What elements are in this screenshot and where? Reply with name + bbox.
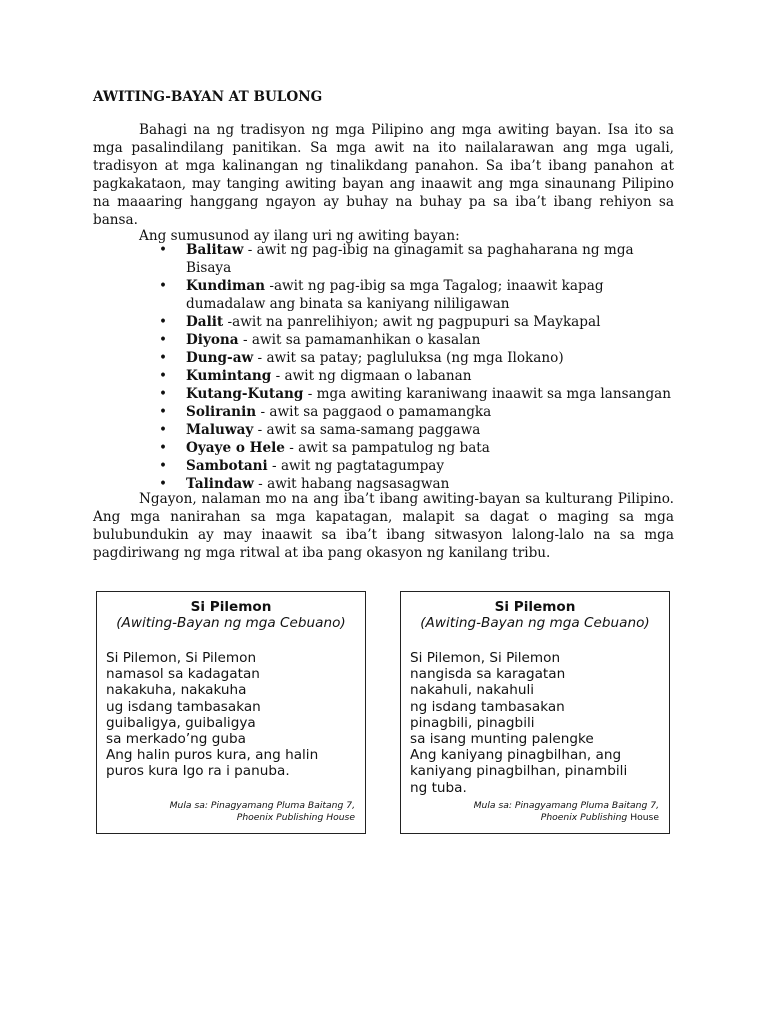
song-type-definition: - awit sa paggaod o pamamangka: [256, 404, 492, 420]
bullet-icon: •: [159, 476, 168, 492]
lyric-line: kaniyang pinagbilhan, pinambili: [410, 763, 628, 780]
bullet-icon: •: [159, 422, 168, 438]
lyric-line: ng isdang tambasakan: [410, 698, 565, 715]
song-lyrics: [106, 650, 364, 780]
song-type-term: Diyona: [186, 332, 239, 348]
list-item: [140, 385, 674, 403]
lyric-line: ng tuba.: [410, 779, 467, 796]
song-type-term: Kumintang: [186, 368, 272, 384]
lyric-line: pinagbili, pinagbili: [410, 714, 535, 731]
list-item: [140, 367, 674, 385]
song-type-term: Dalit: [186, 314, 224, 330]
bullet-icon: •: [159, 440, 168, 456]
source-line: Mula sa: Pinagyamang Pluma Baitang 7,: [473, 800, 659, 811]
list-item: [140, 241, 674, 277]
list-item: [140, 457, 674, 475]
bullet-icon: •: [159, 458, 168, 474]
song-type-definition: - awit ng pag-ibig na ginagamit sa paghaharana ng mga Bisaya: [186, 242, 634, 276]
lyric-line: namasol sa kadagatan: [106, 666, 260, 683]
lyric-line: nakakuha, nakakuha: [106, 682, 247, 699]
lyric-line: ug isdang tambasakan: [106, 698, 261, 715]
lyric-line: Ang kaniyang pinagbilhan, ang: [410, 747, 622, 764]
lyric-line: Ang halin puros kura, ang halin: [106, 747, 319, 764]
song-type-definition: -awit ng pag-ibig sa mga Tagalog; inaawit kapag dumadalaw ang binata sa kaniyang nililigawan: [186, 278, 604, 312]
bullet-icon: •: [159, 332, 168, 348]
lyric-line: guibaligya, guibaligya: [106, 714, 256, 731]
bullet-icon: •: [159, 350, 168, 366]
source-credit: [170, 800, 355, 823]
list-item: [140, 403, 674, 421]
source-line: Mula sa: Pinagyamang Pluma Baitang 7,: [169, 800, 355, 811]
song-type-term: Soliranin: [186, 404, 257, 420]
song-subtitle: (Awiting-Bayan ng mga Cebuano): [420, 615, 650, 631]
lyric-line: Si Pilemon, Si Pilemon: [106, 650, 257, 666]
song-type-definition: - awit habang nagsasagwan: [253, 476, 450, 492]
bullet-icon: •: [159, 386, 168, 402]
list-item: [140, 421, 674, 439]
song-lyrics: [410, 650, 668, 796]
song-type-term: Maluway: [186, 422, 254, 438]
song-type-definition: - awit sa sama-samang paggawa: [253, 422, 481, 438]
list-item: [140, 313, 674, 331]
source-publisher-name: Phoenix Publishing: [540, 811, 628, 823]
bullet-icon: •: [159, 368, 168, 384]
song-box-cebuano: [96, 591, 366, 834]
song-subtitle: (Awiting-Bayan ng mga Cebuano): [116, 615, 346, 631]
list-intro: Ang sumusunod ay ilang uri ng awiting bayan:: [139, 228, 460, 244]
song-type-term: Kutang-Kutang: [186, 386, 304, 402]
song-type-list: [140, 241, 674, 493]
song-type-term: Sambotani: [186, 458, 268, 474]
song-box-tagalog: [400, 591, 670, 834]
song-type-definition: - mga awiting karaniwang inaawit sa mga lansangan: [303, 386, 672, 402]
source-publisher: [474, 812, 659, 824]
song-title: Si Pilemon: [494, 599, 576, 615]
song-type-definition: - awit ng pagtatagumpay: [267, 458, 445, 474]
lyric-line: sa isang munting palengke: [410, 731, 594, 748]
song-type-definition: - awit ng digmaan o labanan: [271, 368, 472, 384]
song-type-term: Kundiman: [186, 278, 266, 294]
song-type-definition: - awit sa pampatulog ng bata: [284, 440, 490, 456]
list-item: [140, 331, 674, 349]
source-credit: [474, 800, 659, 823]
bullet-icon: •: [159, 404, 168, 420]
list-item: [140, 349, 674, 367]
lyric-line: sa merkado’ng guba: [106, 731, 246, 748]
document-title: AWITING-BAYAN AT BULONG: [93, 89, 323, 105]
song-type-definition: - awit sa pamamanhikan o kasalan: [238, 332, 481, 348]
song-type-definition: -awit na panrelihiyon; awit ng pagpupuri sa Maykapal: [223, 314, 601, 330]
list-item: [140, 277, 674, 313]
song-type-term: Dung-aw: [186, 350, 254, 366]
lyric-line: nakahuli, nakahuli: [410, 682, 535, 699]
source-publisher-suffix: House: [627, 811, 659, 823]
lyric-line: puros kura Igo ra i panuba.: [106, 763, 290, 780]
bullet-icon: •: [159, 278, 168, 294]
song-title: Si Pilemon: [190, 599, 272, 615]
bullet-icon: •: [159, 314, 168, 330]
intro-paragraph: Bahagi na ng tradisyon ng mga Pilipino ang mga awiting bayan. Isa ito sa mga pasalindilang panitikan. Sa mga awit na ito nailalarawan ang mga ugali, tradisyon at mga kalinangan ng tinalikdang panahon. Sa iba’t ibang panahon at pagkakataon, may tanging awiting bayan ang inaawit ang mga sinaunang Pilipino na maaaring hanggang ngayon ay buhay na buhay pa sa iba’t ibang rehiyon sa bansa.: [93, 122, 674, 229]
lyric-line: Si Pilemon, Si Pilemon: [410, 650, 561, 666]
closing-paragraph: Ngayon, nalaman mo na ang iba’t ibang awiting-bayan sa kulturang Pilipino. Ang mga nanirahan sa mga kapatagan, malapit sa dagat o maging sa mga bulubundukin ay may inaawit sa iba’t ibang sitwasyon lalong-lalo na sa mga pagdiriwang ng mga ritwal at iba pang okasyon ng kanilang tribu.: [93, 491, 674, 562]
list-item: [140, 439, 674, 457]
song-type-term: Balitaw: [186, 242, 244, 258]
source-publisher: Phoenix Publishing House: [236, 811, 355, 823]
bullet-icon: •: [159, 242, 168, 258]
song-type-term: Oyaye o Hele: [186, 440, 285, 456]
song-type-definition: - awit sa patay; pagluluksa (ng mga Ilokano): [253, 350, 564, 366]
lyric-line: nangisda sa karagatan: [410, 666, 566, 683]
song-type-term: Talindaw: [186, 476, 254, 492]
